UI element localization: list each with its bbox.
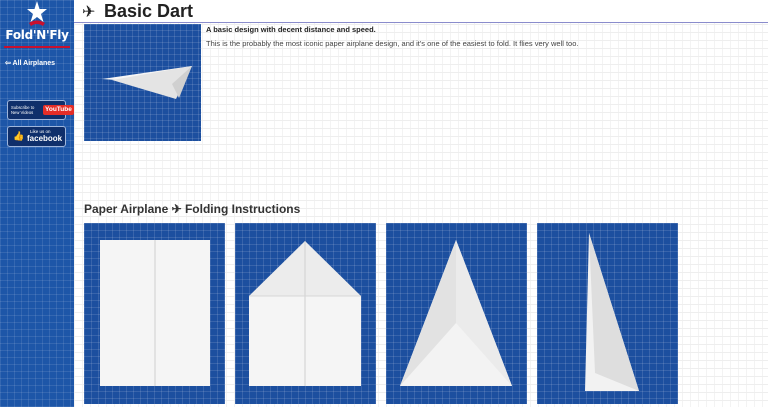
youtube-subscribe-button[interactable]: [7, 100, 72, 120]
all-airplanes-link[interactable]: ⇦ All Airplanes: [5, 60, 56, 67]
youtube-subscribe-text: Subscribe to New Videos: [11, 105, 35, 115]
main-content: [74, 0, 768, 407]
sidebar: [0, 0, 74, 407]
hero-image: [84, 24, 201, 141]
logo-underline: [4, 46, 70, 48]
title-divider: [74, 22, 768, 23]
logo-text: Fold'N'Fly: [5, 28, 69, 42]
paper-airplane-image: [84, 24, 201, 141]
facebook-like-text: Like us on: [30, 129, 51, 134]
thumbs-up-icon: 👍: [13, 131, 25, 141]
airplane-icon: ✈: [82, 4, 96, 21]
facebook-like-button[interactable]: [7, 126, 66, 147]
intro-description: This is the probably the most iconic paper airplane design, and it's one of the easiest to fold. It flies very well too.: [206, 39, 579, 48]
page-title: Basic Dart: [104, 1, 194, 21]
intro-summary: A basic design with decent distance and speed.: [206, 25, 376, 34]
step-3-image: [386, 223, 527, 404]
star-icon: [27, 1, 47, 27]
logo[interactable]: [0, 0, 74, 52]
title-bar: [74, 0, 768, 22]
step-1-image: [84, 223, 225, 404]
instructions-heading: Paper Airplane ✈ Folding Instructions: [84, 202, 301, 216]
facebook-logo: facebook: [27, 134, 63, 143]
youtube-logo: YouTube: [45, 106, 72, 113]
step-4-image: [537, 223, 678, 404]
step-2-image: [235, 223, 376, 404]
